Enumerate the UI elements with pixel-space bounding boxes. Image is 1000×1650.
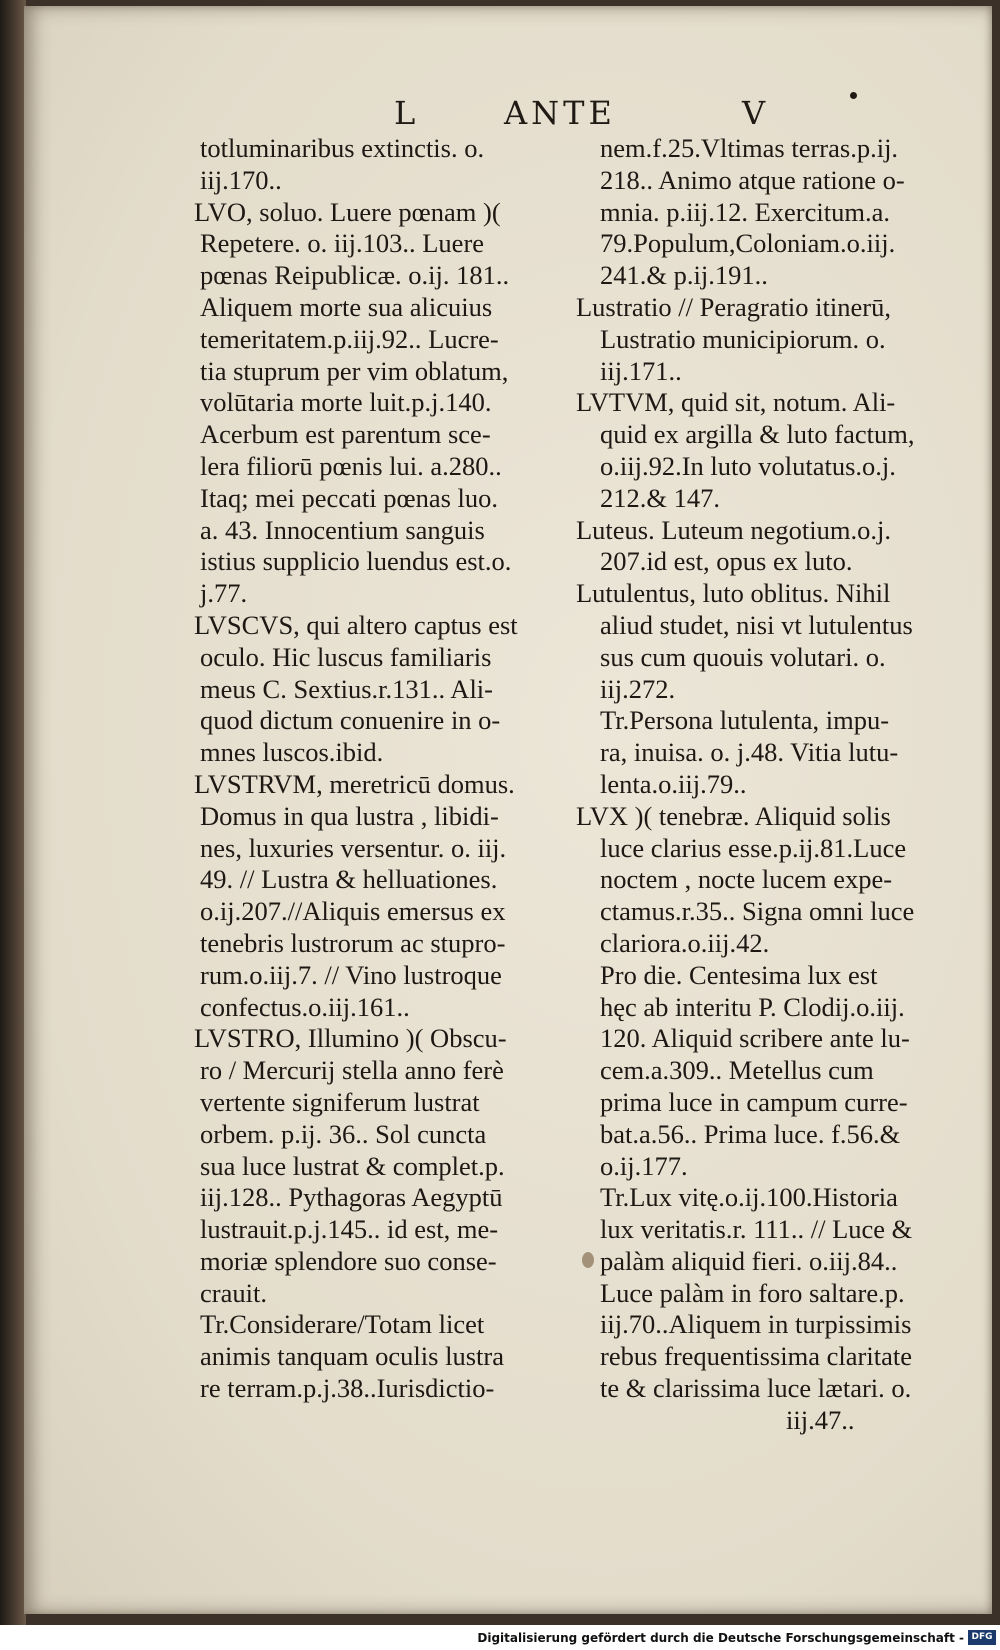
right-column-line: 207.id est, opus ex luto.: [600, 546, 853, 577]
left-column-line: LVSTRO, Illumino )( Obscu-: [194, 1023, 507, 1054]
left-column-line: sua luce lustrat & complet.p.: [200, 1150, 505, 1181]
digitization-footer: [0, 1625, 1000, 1650]
right-column-line: ra, inuisa. o. j.48. Vitia lutu-: [600, 737, 899, 768]
right-column-line: quid ex argilla & luto factum,: [600, 419, 915, 450]
left-column-line: re terram.p.j.38..Iurisdictio-: [200, 1373, 495, 1404]
right-column-line: cem.a.309.. Metellus cum: [600, 1055, 874, 1086]
right-column-line: ctamus.r.35.. Signa omni luce: [600, 896, 915, 927]
right-column: [576, 133, 976, 1437]
right-column-line: LVX )( tenebræ. Aliquid solis: [576, 800, 891, 831]
right-column-line: clariora.o.iij.42.: [600, 927, 770, 958]
left-column-line: vertente signiferum lustrat: [200, 1086, 480, 1117]
left-column-line: orbem. p.ij. 36.. Sol cuncta: [200, 1118, 487, 1149]
ink-dot: [850, 92, 857, 99]
left-column-line: rum.o.iij.7. // Vino lustroque: [200, 959, 502, 990]
right-column-line: prima luce in campum curre-: [600, 1086, 908, 1117]
right-column-line: bat.a.56.. Prima luce. f.56.&: [600, 1118, 901, 1149]
left-column-line: moriæ splendore suo conse-: [200, 1245, 497, 1276]
right-column-line: iij.272.: [600, 673, 676, 704]
left-column-line: Tr.Considerare/Totam licet: [200, 1309, 485, 1340]
right-column-line: palàm aliquid fieri. o.iij.84..: [600, 1245, 898, 1276]
right-column-line: iij.70..Aliquem in turpissimis: [600, 1309, 912, 1340]
right-column-line: o.iij.92.In luto volutatus.o.j.: [600, 450, 896, 481]
left-column-line: quod dictum conuenire in o-: [200, 705, 501, 736]
right-column-line: Luteus. Luteum negotium.o.j.: [576, 514, 892, 545]
left-column-line: a. 43. Innocentium sanguis: [200, 514, 485, 545]
left-column-line: istius supplicio luendus est.o.: [200, 546, 512, 577]
left-column-line: meus C. Sextius.r.131.. Ali-: [200, 673, 493, 704]
left-column-line: iij.128.. Pythagoras Aegyptū: [200, 1182, 503, 1213]
right-column-line: Tr.Persona lutulenta, impu-: [600, 705, 890, 736]
left-column-line: Domus in qua lustra , libidi-: [200, 800, 499, 831]
left-column-line: Aliquem morte sua alicuius: [200, 291, 493, 322]
left-column-line: LVSCVS, qui altero captus est: [194, 609, 518, 640]
right-column-line: 241.& p.ij.191..: [600, 260, 768, 291]
running-head: [394, 94, 814, 134]
right-column-line: rebus frequentissima claritate: [600, 1341, 912, 1372]
running-head-middle: ANTE: [504, 94, 616, 132]
right-column-line: mnia. p.iij.12. Exercitum.a.: [600, 196, 890, 227]
right-column-line: hęc ab interitu P. Clodij.o.iij.: [600, 991, 905, 1022]
left-column-line: pœnas Reipublicæ. o.ij. 181..: [200, 260, 510, 291]
left-column-line: LVSTRVM, meretricū domus.: [194, 768, 515, 799]
right-column-line: Pro die. Centesima lux est: [600, 959, 878, 990]
right-column-line: Tr.Lux vitę.o.ij.100.Historia: [600, 1182, 898, 1213]
left-column-line: oculo. Hic luscus familiaris: [200, 641, 492, 672]
right-column-line: Lustratio municipiorum. o.: [600, 323, 886, 354]
left-column-line: tia stuprum per vim oblatum,: [200, 355, 509, 386]
right-column-line: lux veritatis.r. 111.. // Luce &: [600, 1214, 913, 1245]
left-column-line: animis tanquam oculis lustra: [200, 1341, 504, 1372]
left-column-line: lera filiorū pœnis lui. a.280..: [200, 450, 502, 481]
right-column-line: luce clarius esse.p.ij.81.Luce: [600, 832, 907, 863]
left-column-line: temeritatem.p.iij.92.. Lucre-: [200, 323, 499, 354]
left-column-line: Itaq; mei peccati pœnas luo.: [200, 482, 499, 513]
right-column-line: 79.Populum,Coloniam.o.iij.: [600, 228, 896, 259]
dfg-logo: DFG: [968, 1630, 996, 1645]
left-column-line: mnes luscos.ibid.: [200, 737, 384, 768]
left-column-line: ro / Mercurij stella anno ferè: [200, 1055, 504, 1086]
left-column-line: lustrauit.p.j.145.. id est, me-: [200, 1214, 499, 1245]
right-column-line: Lutulentus, luto oblitus. Nihil: [576, 578, 891, 609]
left-column-line: crauit.: [200, 1277, 267, 1308]
right-column-line: iij.171..: [600, 355, 682, 386]
right-column-line: te & clarissima luce lætari. o.: [600, 1373, 912, 1404]
left-column-line: volūtaria morte luit.p.j.140.: [200, 387, 492, 418]
right-column-line: lenta.o.iij.79..: [600, 768, 747, 799]
running-head-right: V: [742, 94, 770, 132]
left-column-line: tenebris lustrorum ac stupro-: [200, 927, 506, 958]
running-head-left: L: [394, 94, 420, 132]
left-column-line: j.77.: [200, 578, 248, 609]
left-column-line: nes, luxuries versentur. o. iij.: [200, 832, 507, 863]
right-column-line: aliud studet, nisi vt lutulentus: [600, 609, 913, 640]
right-column-line: sus cum quouis volutari. o.: [600, 641, 886, 672]
ink-stain: [582, 1252, 594, 1268]
left-column: [170, 133, 560, 1405]
left-column-line: 49. // Lustra & helluationes.: [200, 864, 498, 895]
left-column-line: LVO, soluo. Luere pœnam )(: [194, 196, 501, 227]
right-column-line: LVTVM, quid sit, notum. Ali-: [576, 387, 896, 418]
left-column-line: totluminaribus extinctis. o.: [200, 133, 485, 163]
left-column-line: confectus.o.iij.161..: [200, 991, 410, 1022]
right-column-line: noctem , nocte lucem expe-: [600, 864, 893, 895]
right-column-line: 218.. Animo atque ratione o-: [600, 164, 905, 195]
right-column-line: Lustratio // Peragratio itinerū,: [576, 291, 891, 322]
left-column-line: Acerbum est parentum sce-: [200, 419, 491, 450]
left-column-line: o.ij.207.//Aliquis emersus ex: [200, 896, 506, 927]
book-binding-edge: [0, 0, 26, 1650]
footer-credit: Digitalisierung gefördert durch die Deutsche Forschungsgemeinschaft -: [477, 1631, 964, 1645]
left-column-line: Repetere. o. iij.103.. Luere: [200, 228, 485, 259]
right-column-line: 212.& 147.: [600, 482, 720, 513]
right-column-line: Luce palàm in foro saltare.p.: [600, 1277, 905, 1308]
left-column-line: iij.170..: [200, 164, 282, 195]
right-column-line: o.ij.177.: [600, 1150, 688, 1181]
right-column-line: 120. Aliquid scribere ante lu-: [600, 1023, 910, 1054]
right-column-line: iij.47..: [786, 1404, 855, 1435]
right-column-line: nem.f.25.Vltimas terras.p.ij.: [600, 133, 899, 163]
